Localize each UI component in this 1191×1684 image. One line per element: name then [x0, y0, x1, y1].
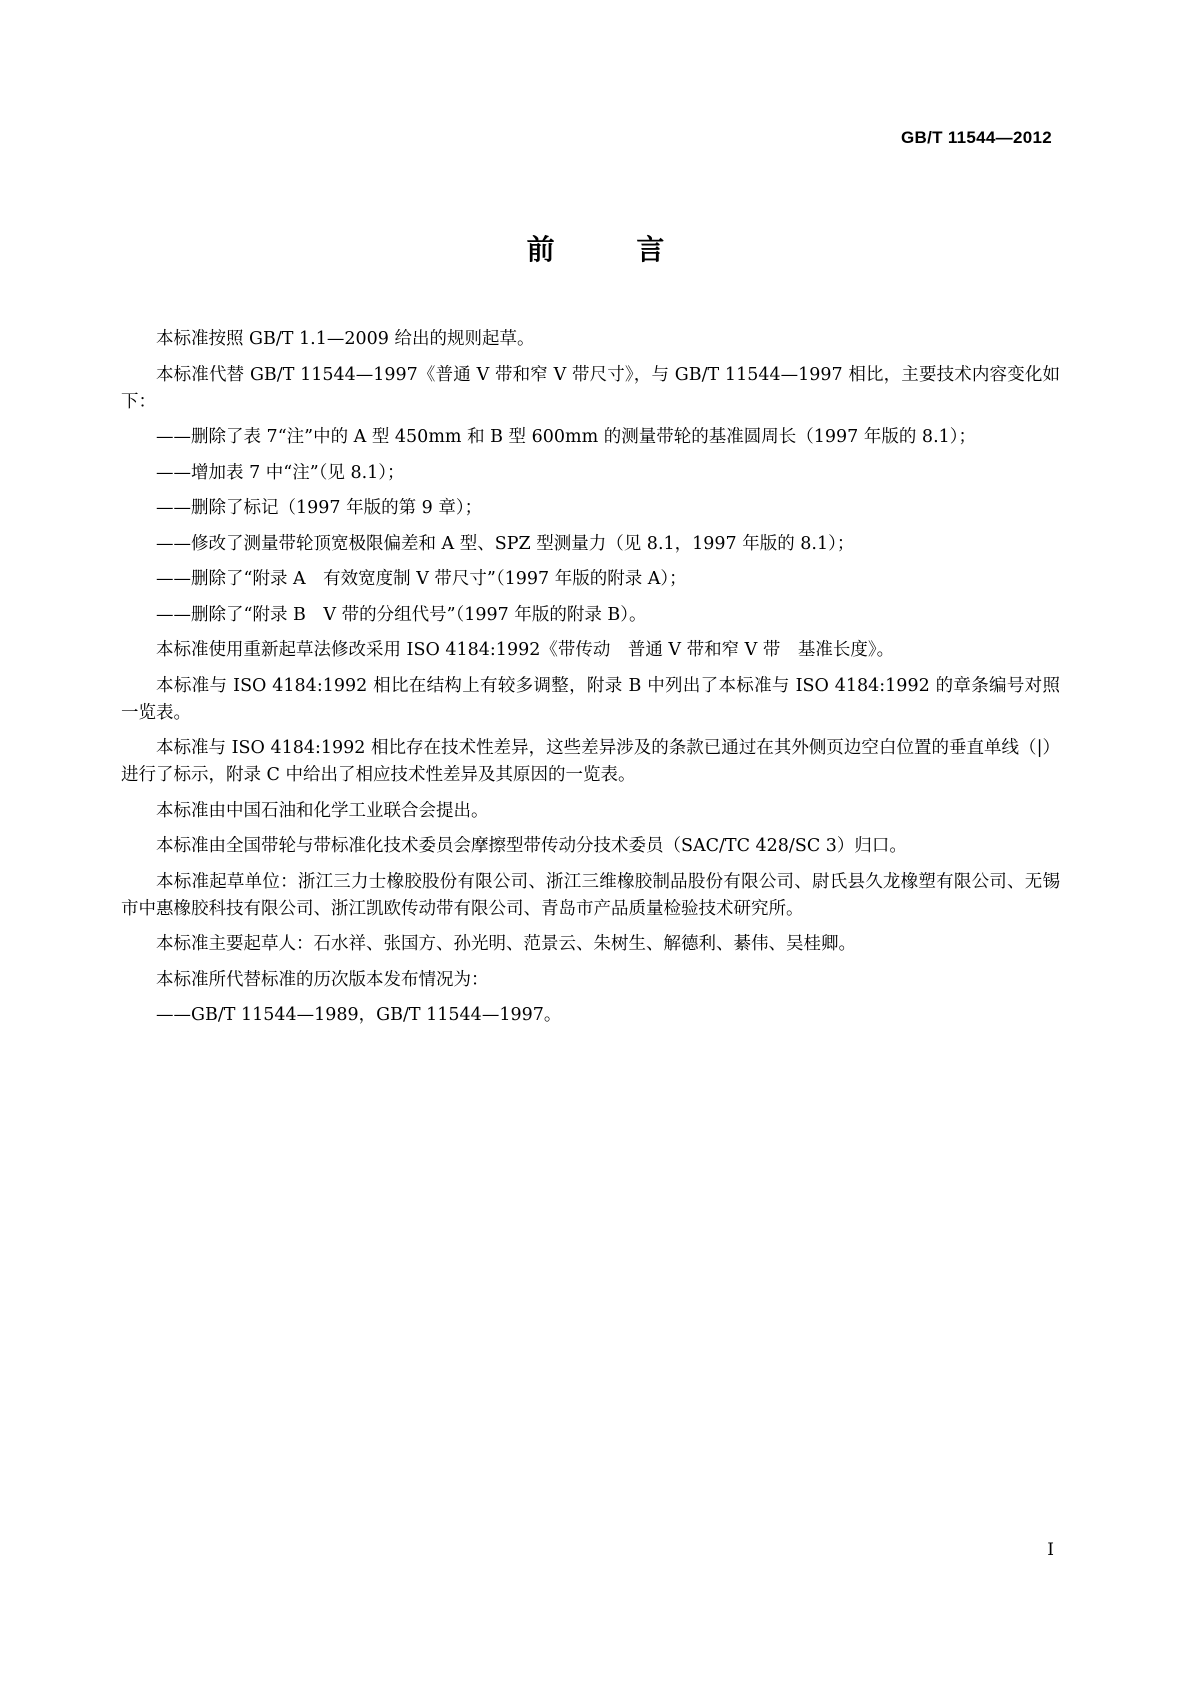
foreword-body	[121, 326, 1060, 1038]
change-item: ——修改了测量带轮顶宽极限偏差和 A 型、SPZ 型测量力（见 8.1，1997 年版的 8.1）；	[156, 533, 855, 554]
standard-code: GB/T 11544—2012	[901, 128, 1052, 147]
paragraph: 本标准所代替标准的历次版本发布情况为：	[156, 969, 489, 990]
paragraph: 本标准由中国石油和化学工业联合会提出。	[156, 800, 489, 821]
paragraph: 本标准使用重新起草法修改采用 ISO 4184:1992《带传动 普通 V 带和窄 V 带 基准长度》。	[156, 640, 895, 660]
paragraph: 本标准起草单位：浙江三力士橡胶股份有限公司、浙江三维橡胶制品股份有限公司、尉氏县久龙橡塑有限公司、无锡市中惠橡胶科技有限公司、浙江凯欧传动带有限公司、青岛市产品质量检验技术研究所。	[121, 871, 1060, 919]
change-item: ——删除了“附录 B V 带的分组代号”（1997 年版的附录 B）。	[156, 604, 647, 625]
paragraph: 本标准代替 GB/T 11544—1997《普通 V 带和窄 V 带尺寸》，与 GB/T 11544—1997 相比，主要技术内容变化如下：	[121, 364, 1060, 412]
page-title: 前 言	[526, 233, 701, 266]
change-item: ——删除了表 7“注”中的 A 型 450mm 和 B 型 600mm 的测量带轮的基准圆周长（1997 年版的 8.1）；	[156, 427, 977, 447]
change-item: ——删除了“附录 A 有效宽度制 V 带尺寸”（1997 年版的附录 A）；	[156, 569, 687, 589]
history-item: ——GB/T 11544—1989，GB/T 11544—1997。	[156, 1005, 562, 1025]
paragraph: 本标准由全国带轮与带标准化技术委员会摩擦型带传动分技术委员（SAC/TC 428/SC 3）归口。	[156, 836, 907, 856]
paragraph: 本标准按照 GB/T 1.1—2009 给出的规则起草。	[156, 329, 535, 349]
paragraph: 本标准与 ISO 4184:1992 相比在结构上有较多调整，附录 B 中列出了本标准与 ISO 4184:1992 的章条编号对照一览表。	[121, 675, 1060, 723]
paragraph: 本标准主要起草人：石水祥、张国方、孙光明、范景云、朱树生、解德利、綦伟、吴桂卿。	[156, 934, 856, 954]
paragraph: 本标准与 ISO 4184:1992 相比存在技术性差异，这些差异涉及的条款已通过在其外侧页边空白位置的垂直单线（|）进行了标示，附录 C 中给出了相应技术性差异及其原因的一览表。	[121, 738, 1060, 785]
page-number: I	[1047, 1540, 1054, 1560]
change-item: ——删除了标记（1997 年版的第 9 章）；	[156, 498, 483, 518]
change-item: ——增加表 7 中“注”（见 8.1）；	[156, 462, 405, 483]
